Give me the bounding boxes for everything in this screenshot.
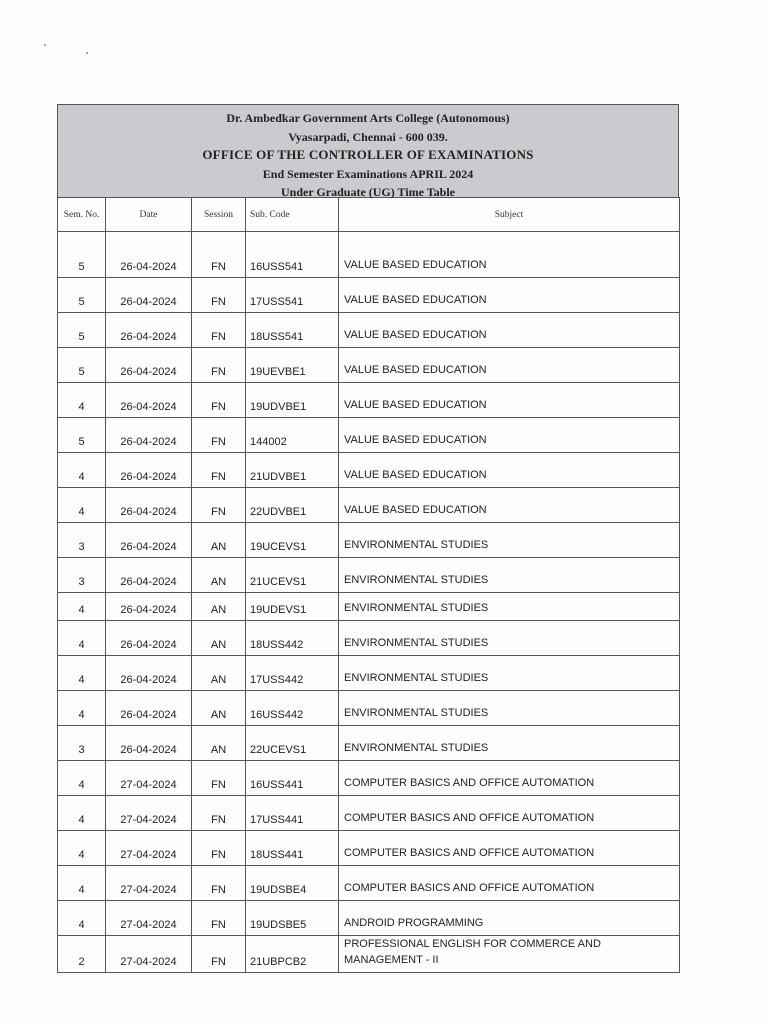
cell-date: 26-04-2024 — [106, 523, 192, 558]
office-title: OFFICE OF THE CONTROLLER OF EXAMINATIONS — [202, 147, 534, 162]
table-row — [58, 831, 680, 866]
column-header-date: Date — [106, 198, 192, 232]
cell-subject: ENVIRONMENTAL STUDIES — [339, 691, 680, 726]
cell-code: 22UCEVS1 — [246, 726, 339, 761]
table-row — [58, 691, 680, 726]
table-header-row — [58, 198, 680, 232]
cell-date: 26-04-2024 — [106, 621, 192, 656]
cell-session: FN — [192, 232, 246, 278]
cell-session: AN — [192, 621, 246, 656]
column-header-session: Session — [192, 198, 246, 232]
cell-date: 27-04-2024 — [106, 831, 192, 866]
college-address: Vyasarpadi, Chennai - 600 039. — [288, 129, 448, 144]
cell-sem: 3 — [58, 558, 106, 593]
cell-date: 26-04-2024 — [106, 278, 192, 313]
cell-code: 19UDVBE1 — [246, 383, 339, 418]
timetable-body — [58, 232, 680, 973]
cell-subject: VALUE BASED EDUCATION — [339, 278, 680, 313]
timetable — [57, 197, 680, 973]
cell-session: FN — [192, 761, 246, 796]
table-row — [58, 348, 680, 383]
cell-sem: 4 — [58, 453, 106, 488]
cell-session: FN — [192, 866, 246, 901]
table-row — [58, 453, 680, 488]
cell-session: FN — [192, 278, 246, 313]
cell-code: 21UBPCB2 — [246, 936, 339, 973]
cell-session: FN — [192, 348, 246, 383]
cell-subject: ENVIRONMENTAL STUDIES — [339, 558, 680, 593]
cell-code: 19UDSBE4 — [246, 866, 339, 901]
cell-code: 17USS541 — [246, 278, 339, 313]
cell-session: AN — [192, 523, 246, 558]
cell-date: 27-04-2024 — [106, 796, 192, 831]
cell-code: 144002 — [246, 418, 339, 453]
cell-subject: VALUE BASED EDUCATION — [339, 453, 680, 488]
cell-subject: VALUE BASED EDUCATION — [339, 488, 680, 523]
scan-speck — [86, 52, 88, 54]
cell-subject: COMPUTER BASICS AND OFFICE AUTOMATION — [339, 831, 680, 866]
table-row — [58, 418, 680, 453]
table-row — [58, 726, 680, 761]
cell-session: AN — [192, 691, 246, 726]
cell-sem: 3 — [58, 523, 106, 558]
cell-code: 16USS442 — [246, 691, 339, 726]
cell-code: 19UDEVS1 — [246, 593, 339, 621]
cell-date: 26-04-2024 — [106, 348, 192, 383]
cell-session: FN — [192, 313, 246, 348]
cell-sem: 4 — [58, 831, 106, 866]
table-row — [58, 866, 680, 901]
cell-sem: 2 — [58, 936, 106, 973]
cell-date: 27-04-2024 — [106, 761, 192, 796]
cell-sem: 5 — [58, 278, 106, 313]
cell-sem: 4 — [58, 866, 106, 901]
cell-subject: VALUE BASED EDUCATION — [339, 232, 680, 278]
cell-sem: 5 — [58, 348, 106, 383]
cell-date: 26-04-2024 — [106, 232, 192, 278]
cell-date: 26-04-2024 — [106, 383, 192, 418]
timetable-header — [57, 104, 679, 197]
scan-speck — [44, 44, 46, 46]
table-row — [58, 558, 680, 593]
cell-subject: COMPUTER BASICS AND OFFICE AUTOMATION — [339, 866, 680, 901]
cell-session: FN — [192, 936, 246, 973]
cell-date: 26-04-2024 — [106, 691, 192, 726]
cell-sem: 3 — [58, 726, 106, 761]
cell-subject: VALUE BASED EDUCATION — [339, 313, 680, 348]
cell-session: AN — [192, 726, 246, 761]
table-row — [58, 796, 680, 831]
timetable-sheet — [57, 104, 679, 973]
exam-title: End Semester Examinations APRIL 2024 — [262, 166, 474, 181]
cell-date: 27-04-2024 — [106, 936, 192, 973]
cell-session: FN — [192, 488, 246, 523]
cell-date: 26-04-2024 — [106, 656, 192, 691]
cell-session: FN — [192, 796, 246, 831]
cell-session: FN — [192, 383, 246, 418]
table-row — [58, 901, 680, 936]
cell-date: 27-04-2024 — [106, 866, 192, 901]
cell-subject: ANDROID PROGRAMMING — [339, 901, 680, 936]
cell-session: AN — [192, 593, 246, 621]
cell-code: 16USS441 — [246, 761, 339, 796]
column-header-subject: Subject — [339, 198, 680, 232]
cell-date: 27-04-2024 — [106, 901, 192, 936]
cell-session: FN — [192, 901, 246, 936]
cell-subject: VALUE BASED EDUCATION — [339, 418, 680, 453]
table-row — [58, 488, 680, 523]
cell-subject: ENVIRONMENTAL STUDIES — [339, 656, 680, 691]
column-header-sem: Sem. No. — [58, 198, 106, 232]
cell-session: FN — [192, 453, 246, 488]
cell-sem: 4 — [58, 796, 106, 831]
cell-sem: 4 — [58, 691, 106, 726]
cell-code: 19UEVBE1 — [246, 348, 339, 383]
cell-code: 21UDVBE1 — [246, 453, 339, 488]
table-row — [58, 313, 680, 348]
cell-session: FN — [192, 418, 246, 453]
cell-date: 26-04-2024 — [106, 488, 192, 523]
cell-sem: 5 — [58, 418, 106, 453]
cell-date: 26-04-2024 — [106, 313, 192, 348]
cell-subject: PROFESSIONAL ENGLISH FOR COMMERCE AND MANAGEMENT - II — [339, 936, 680, 973]
cell-date: 26-04-2024 — [106, 593, 192, 621]
table-row — [58, 383, 680, 418]
cell-date: 26-04-2024 — [106, 418, 192, 453]
cell-subject: VALUE BASED EDUCATION — [339, 348, 680, 383]
cell-code: 19UDSBE5 — [246, 901, 339, 936]
table-row — [58, 523, 680, 558]
cell-sem: 4 — [58, 488, 106, 523]
cell-sem: 5 — [58, 313, 106, 348]
cell-code: 16USS541 — [246, 232, 339, 278]
cell-code: 17USS441 — [246, 796, 339, 831]
cell-subject: ENVIRONMENTAL STUDIES — [339, 621, 680, 656]
cell-session: FN — [192, 831, 246, 866]
cell-date: 26-04-2024 — [106, 726, 192, 761]
table-row — [58, 936, 680, 973]
cell-code: 18USS441 — [246, 831, 339, 866]
cell-sem: 5 — [58, 232, 106, 278]
college-name: Dr. Ambedkar Government Arts College (Autonomous) — [226, 111, 510, 125]
cell-code: 19UCEVS1 — [246, 523, 339, 558]
cell-subject: ENVIRONMENTAL STUDIES — [339, 523, 680, 558]
cell-code: 18USS541 — [246, 313, 339, 348]
column-header-code: Sub. Code — [246, 198, 339, 232]
cell-date: 26-04-2024 — [106, 558, 192, 593]
cell-sem: 4 — [58, 901, 106, 936]
cell-subject: COMPUTER BASICS AND OFFICE AUTOMATION — [339, 796, 680, 831]
cell-code: 22UDVBE1 — [246, 488, 339, 523]
cell-code: 21UCEVS1 — [246, 558, 339, 593]
cell-sem: 4 — [58, 593, 106, 621]
table-row — [58, 761, 680, 796]
table-row — [58, 656, 680, 691]
table-row — [58, 278, 680, 313]
timetable-title: Under Graduate (UG) Time Table — [280, 185, 456, 199]
cell-sem: 4 — [58, 761, 106, 796]
cell-subject: ENVIRONMENTAL STUDIES — [339, 593, 680, 621]
cell-subject: ENVIRONMENTAL STUDIES — [339, 726, 680, 761]
table-row — [58, 232, 680, 278]
cell-session: AN — [192, 558, 246, 593]
cell-subject: COMPUTER BASICS AND OFFICE AUTOMATION — [339, 761, 680, 796]
cell-sem: 4 — [58, 656, 106, 691]
cell-code: 18USS442 — [246, 621, 339, 656]
cell-date: 26-04-2024 — [106, 453, 192, 488]
cell-subject: VALUE BASED EDUCATION — [339, 383, 680, 418]
table-row — [58, 621, 680, 656]
table-row — [58, 593, 680, 621]
cell-sem: 4 — [58, 621, 106, 656]
cell-code: 17USS442 — [246, 656, 339, 691]
cell-sem: 4 — [58, 383, 106, 418]
cell-session: AN — [192, 656, 246, 691]
